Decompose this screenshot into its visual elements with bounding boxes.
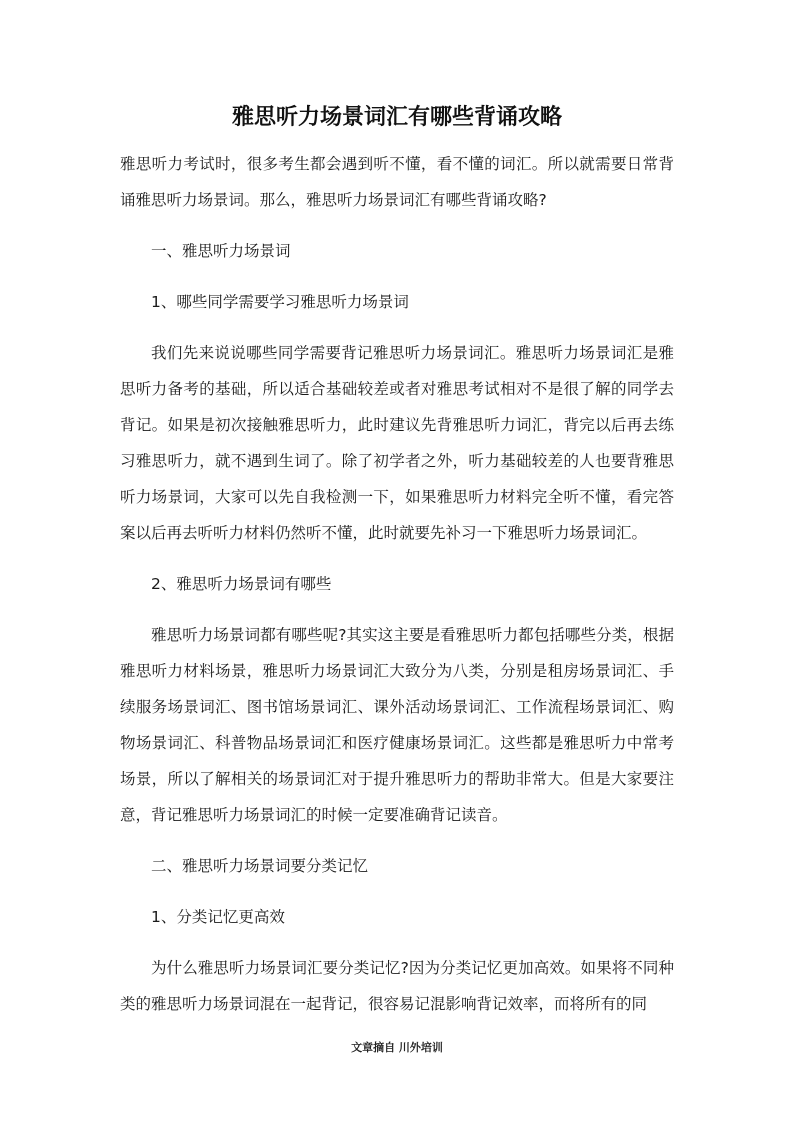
body-paragraph: 我们先来说说哪些同学需要背记雅思听力场景词汇。雅思听力场景词汇是雅思听力备考的基础，所以适合基础较差或者对雅思考试相对不是很了解的同学去背记。如果是初次接触雅思听力，此时建议先背雅思听力词汇，背完以后再去练习雅思听力，就不遇到生词了。除了初学者之外，听力基础较差的人也要背雅思听力场景词，大家可以先自我检测一下，如果雅思听力材料完全听不懂，看完答案以后再去听听力材料仍然听不懂，此时就要先补习一下雅思听力场景词汇。 (120, 344, 674, 542)
section-heading-2: 二、雅思听力场景词要分类记忆 (151, 857, 369, 875)
body-paragraph: 为什么雅思听力场景词汇要分类记忆?因为分类记忆更加高效。如果将不同种类的雅思听力场景词混在一起背记，很容易记混影响背记效率，而将所有的同 (120, 959, 674, 1013)
subsection-heading-1-1: 1、哪些同学需要学习雅思听力场景词 (151, 293, 409, 311)
subsection-heading-2-1: 1、分类记忆更高效 (151, 908, 285, 926)
intro-paragraph: 雅思听力考试时，很多考生都会遇到听不懂，看不懂的词汇。所以就需要日常背诵雅思听力场景词。那么，雅思听力场景词汇有哪些背诵攻略? (120, 155, 674, 209)
document-body (120, 146, 674, 1037)
page-footer: 文章摘自 川外培训 (351, 1041, 443, 1054)
body-paragraph: 雅思听力场景词都有哪些呢?其实这主要是看雅思听力都包括哪些分类，根据雅思听力材料场景，雅思听力场景词汇大致分为八类，分别是租房场景词汇、手续服务场景词汇、图书馆场景词汇、课外活动场景词汇、工作流程场景词汇、购物场景词汇、科普物品场景词汇和医疗健康场景词汇。这些都是雅思听力中常考场景，所以了解相关的场景词汇对于提升雅思听力的帮助非常大。但是大家要注意，背记雅思听力场景词汇的时候一定要准确背记读音。 (120, 626, 674, 824)
subsection-heading-1-2: 2、雅思听力场景词有哪些 (151, 575, 332, 593)
section-heading-1: 一、雅思听力场景词 (151, 242, 291, 260)
document-title: 雅思听力场景词汇有哪些背诵攻略 (231, 105, 562, 130)
